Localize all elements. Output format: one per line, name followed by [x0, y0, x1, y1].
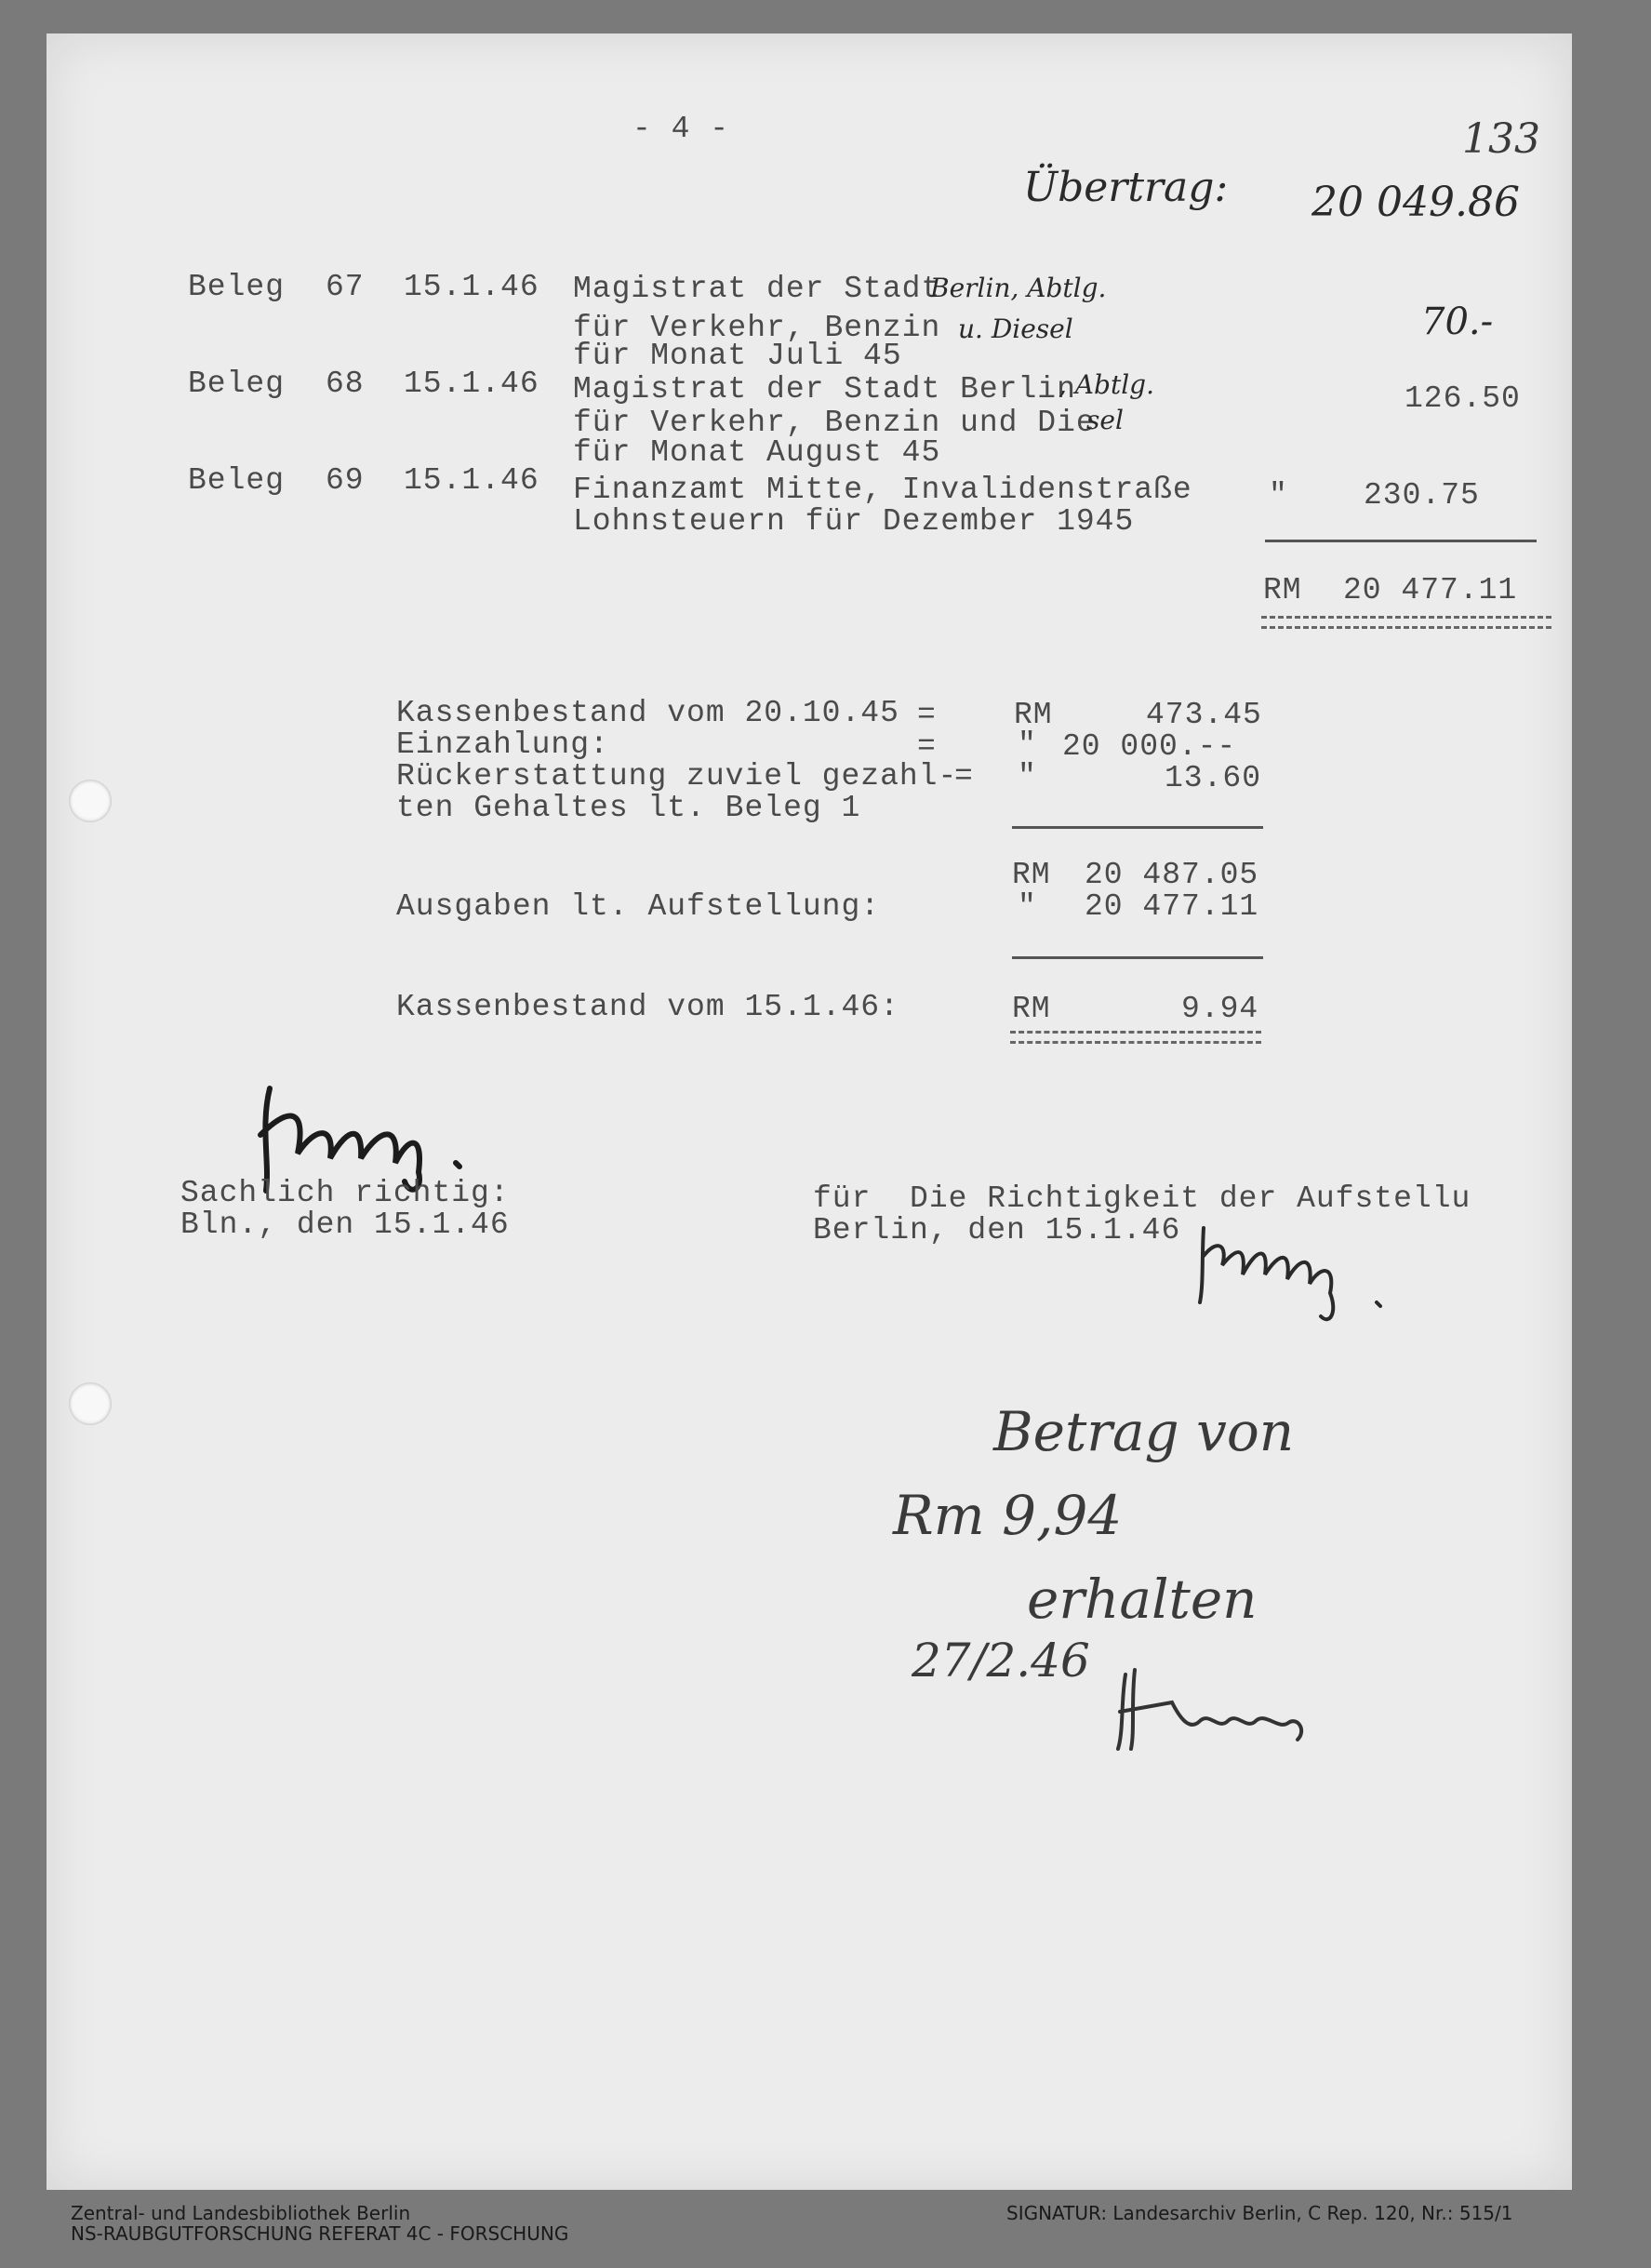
balance-amount: 9.94: [1181, 992, 1259, 1026]
footer-signatur: SIGNATUR: Landesarchiv Berlin, C Rep. 120, Nr.: 515/1: [1006, 2202, 1513, 2224]
receipt-betrag-von: Betrag von: [993, 1400, 1295, 1463]
archive-number: 133: [1462, 115, 1540, 163]
uebertrag-value: 20 049.86: [1311, 179, 1520, 226]
footer-department: NS-RAUBGUTFORSCHUNG REFERAT 4C - FORSCHUNG: [71, 2222, 569, 2245]
total-value: 20 477.11: [1343, 573, 1518, 607]
entry-text-line: für Verkehr, Benzin und Die: [573, 406, 1096, 440]
ausgaben-currency: ": [1018, 889, 1037, 924]
cash-subtotal-rule: [1012, 826, 1263, 829]
cash-currency: ": [1018, 727, 1037, 762]
cash-amount: 20 000.--: [1062, 729, 1237, 764]
cash-label: Einzahlung:: [396, 727, 609, 762]
entry-text-line: für Monat Juli 45: [573, 339, 902, 373]
handwritten-addition: sel: [1086, 405, 1124, 435]
footer-library-name: Zentral- und Landesbibliothek Berlin: [71, 2202, 411, 2224]
entry-text-line: Finanzamt Mitte, Invalidenstraße: [573, 473, 1192, 507]
left-date-line: Bln., den 15.1.46: [180, 1207, 510, 1242]
uebertrag-label: Übertrag:: [1023, 164, 1229, 211]
ditto-mark: ": [1269, 478, 1288, 513]
handwritten-addition: , Abtlg.: [1059, 369, 1154, 400]
footer-library: [71, 2203, 568, 2244]
balance-currency: RM: [1012, 992, 1051, 1026]
cash-label: Rückerstattung zuviel gezahl-: [396, 759, 958, 794]
entry-date: 15.1.46: [404, 367, 539, 401]
entry-text-line: für Verkehr, Benzin: [573, 311, 941, 345]
handwritten-addition: u. Diesel: [958, 314, 1073, 344]
entry-beleg-label: Beleg: [188, 367, 286, 401]
entry-number: 69: [326, 463, 365, 498]
entry-amount: 126.50: [1405, 381, 1521, 416]
entry-date: 15.1.46: [404, 270, 539, 304]
cash-equals: =: [954, 759, 974, 794]
cash-amount: 13.60: [1165, 761, 1262, 795]
entry-date: 15.1.46: [404, 463, 539, 498]
entry-number: 67: [326, 270, 365, 304]
total-currency: RM: [1263, 573, 1302, 607]
cash-amount: 473.45: [1146, 698, 1262, 732]
entry-text-line: Lohnsteuern für Dezember 1945: [573, 504, 1135, 539]
entry-beleg-label: Beleg: [188, 463, 286, 498]
balance-rule: [1012, 956, 1263, 959]
cash-label: ten Gehaltes lt. Beleg 1: [396, 791, 861, 825]
page-number: - 4 -: [632, 112, 730, 146]
entry-text-line: Magistrat der Stadt: [573, 272, 941, 306]
punch-hole-top: [69, 780, 112, 822]
ausgaben-label: Ausgaben lt. Aufstellung:: [396, 889, 881, 924]
entry-text-line: für Monat August 45: [573, 435, 941, 470]
subtotal-amount: 20 487.05: [1085, 858, 1259, 892]
cash-equals: =: [917, 698, 937, 732]
total-double-rule: [1261, 616, 1551, 629]
handwritten-signature-receipt: [1107, 1656, 1321, 1758]
handwritten-signature-right: [1191, 1209, 1432, 1330]
entry-amount: 70.-: [1421, 300, 1494, 343]
receipt-date: 27/2.46: [912, 1634, 1090, 1688]
total-rule: [1265, 540, 1537, 542]
right-date-line: Berlin, den 15.1.46: [813, 1213, 1181, 1247]
receipt-erhalten: erhalten: [1027, 1568, 1258, 1631]
receipt-amount: Rm 9,94: [893, 1484, 1123, 1547]
entry-beleg-label: Beleg: [188, 270, 286, 304]
sachlich-richtig: Sachlich richtig:: [180, 1176, 510, 1210]
cash-equals: =: [917, 729, 937, 764]
subtotal-currency: RM: [1012, 858, 1051, 892]
punch-hole-bottom: [69, 1382, 112, 1425]
balance-double-rule: [1010, 1031, 1261, 1044]
cash-currency: ": [1018, 759, 1037, 794]
entry-number: 68: [326, 367, 365, 401]
richtigkeit-line: für Die Richtigkeit der Aufstellu: [813, 1181, 1471, 1216]
entry-amount: 230.75: [1364, 478, 1480, 513]
handwritten-addition: Berlin, Abtlg.: [930, 273, 1107, 303]
entry-text-line: Magistrat der Stadt Berlin: [573, 372, 1076, 407]
cash-currency: RM: [1014, 698, 1053, 732]
balance-label: Kassenbestand vom 15.1.46:: [396, 990, 899, 1024]
cash-label: Kassenbestand vom 20.10.45: [396, 696, 899, 730]
ausgaben-amount: 20 477.11: [1085, 889, 1259, 924]
